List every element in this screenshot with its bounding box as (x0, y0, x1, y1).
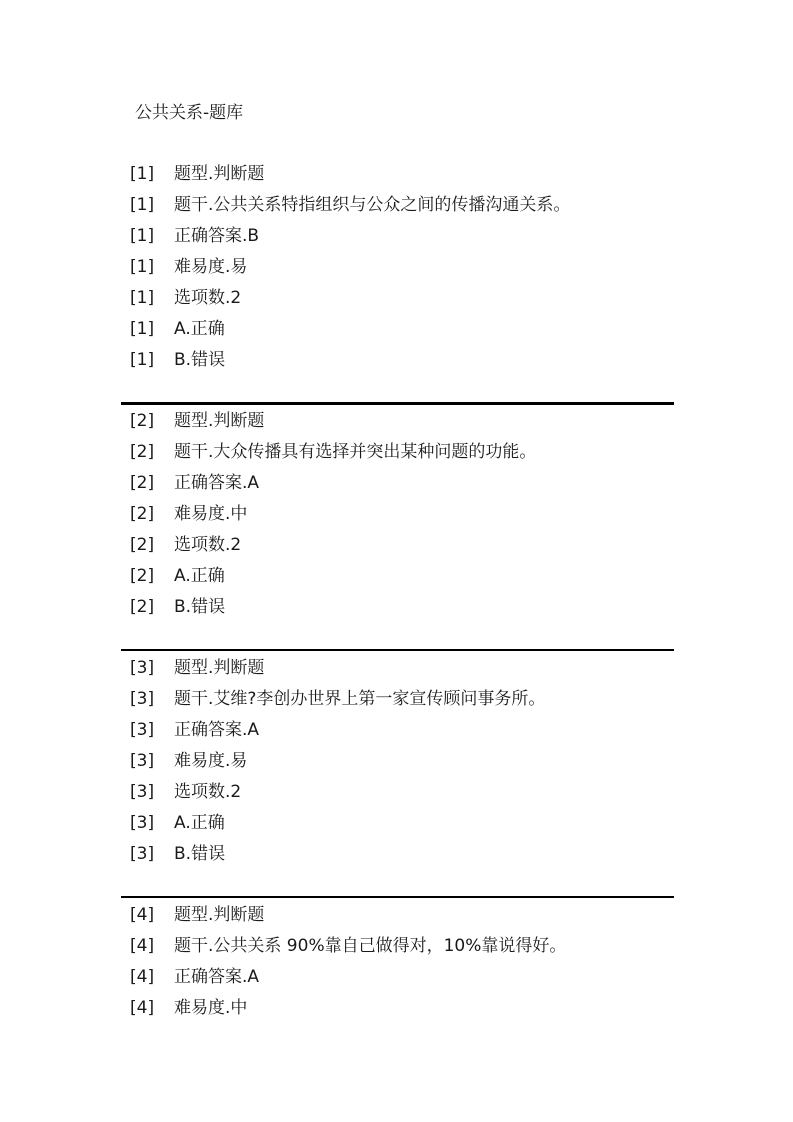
question-number: [2] (130, 473, 155, 493)
question-number: [3] (130, 658, 155, 678)
question-field: 题型.判断题 (174, 658, 265, 678)
question-number: [1] (130, 350, 155, 370)
question-field: 正确答案.A (174, 473, 260, 493)
question-field: B.错误 (174, 844, 226, 864)
question-field: B.错误 (174, 350, 226, 370)
question-field: 难易度.易 (174, 257, 248, 277)
question-number: [4] (130, 936, 155, 956)
question-divider (121, 896, 674, 898)
question-field: 题干.公共关系 90%靠自己做得对，10%靠说得好。 (174, 936, 567, 956)
question-divider (121, 649, 674, 651)
question-number: [1] (130, 164, 155, 184)
question-field: 难易度.中 (174, 504, 248, 524)
question-field: 选项数.2 (174, 288, 242, 308)
question-number: [4] (130, 967, 155, 987)
question-number: [3] (130, 751, 155, 771)
question-number: [1] (130, 226, 155, 246)
question-number: [2] (130, 411, 155, 431)
question-field: 难易度.中 (174, 998, 248, 1018)
question-field: A.正确 (174, 319, 225, 339)
question-field: 选项数.2 (174, 535, 242, 555)
question-field: 正确答案.A (174, 720, 260, 740)
question-number: [2] (130, 442, 155, 462)
question-field: 题干.公共关系特指组织与公众之间的传播沟通关系。 (174, 195, 571, 215)
question-number: [2] (130, 597, 155, 617)
question-field: 题型.判断题 (174, 905, 265, 925)
question-field: A.正确 (174, 566, 225, 586)
question-number: [1] (130, 319, 155, 339)
question-number: [3] (130, 813, 155, 833)
question-number: [3] (130, 782, 155, 802)
question-number: [2] (130, 566, 155, 586)
question-field: 难易度.易 (174, 751, 248, 771)
question-field: 题干.艾维?李创办世界上第一家宣传顾问事务所。 (174, 689, 546, 709)
question-field: 题型.判断题 (174, 164, 265, 184)
question-number: [1] (130, 195, 155, 215)
question-divider (121, 402, 674, 405)
question-number: [1] (130, 288, 155, 308)
document-title: 公共关系-题库 (135, 103, 244, 123)
question-number: [3] (130, 689, 155, 709)
question-number: [2] (130, 504, 155, 524)
question-field: 正确答案.A (174, 967, 260, 987)
question-number: [1] (130, 257, 155, 277)
question-number: [4] (130, 998, 155, 1018)
question-number: [3] (130, 720, 155, 740)
question-field: B.错误 (174, 597, 226, 617)
question-number: [2] (130, 535, 155, 555)
question-number: [3] (130, 844, 155, 864)
question-field: 正确答案.B (174, 226, 260, 246)
question-field: 题干.大众传播具有选择并突出某种问题的功能。 (174, 442, 537, 462)
question-field: 选项数.2 (174, 782, 242, 802)
question-field: 题型.判断题 (174, 411, 265, 431)
question-number: [4] (130, 905, 155, 925)
question-field: A.正确 (174, 813, 225, 833)
